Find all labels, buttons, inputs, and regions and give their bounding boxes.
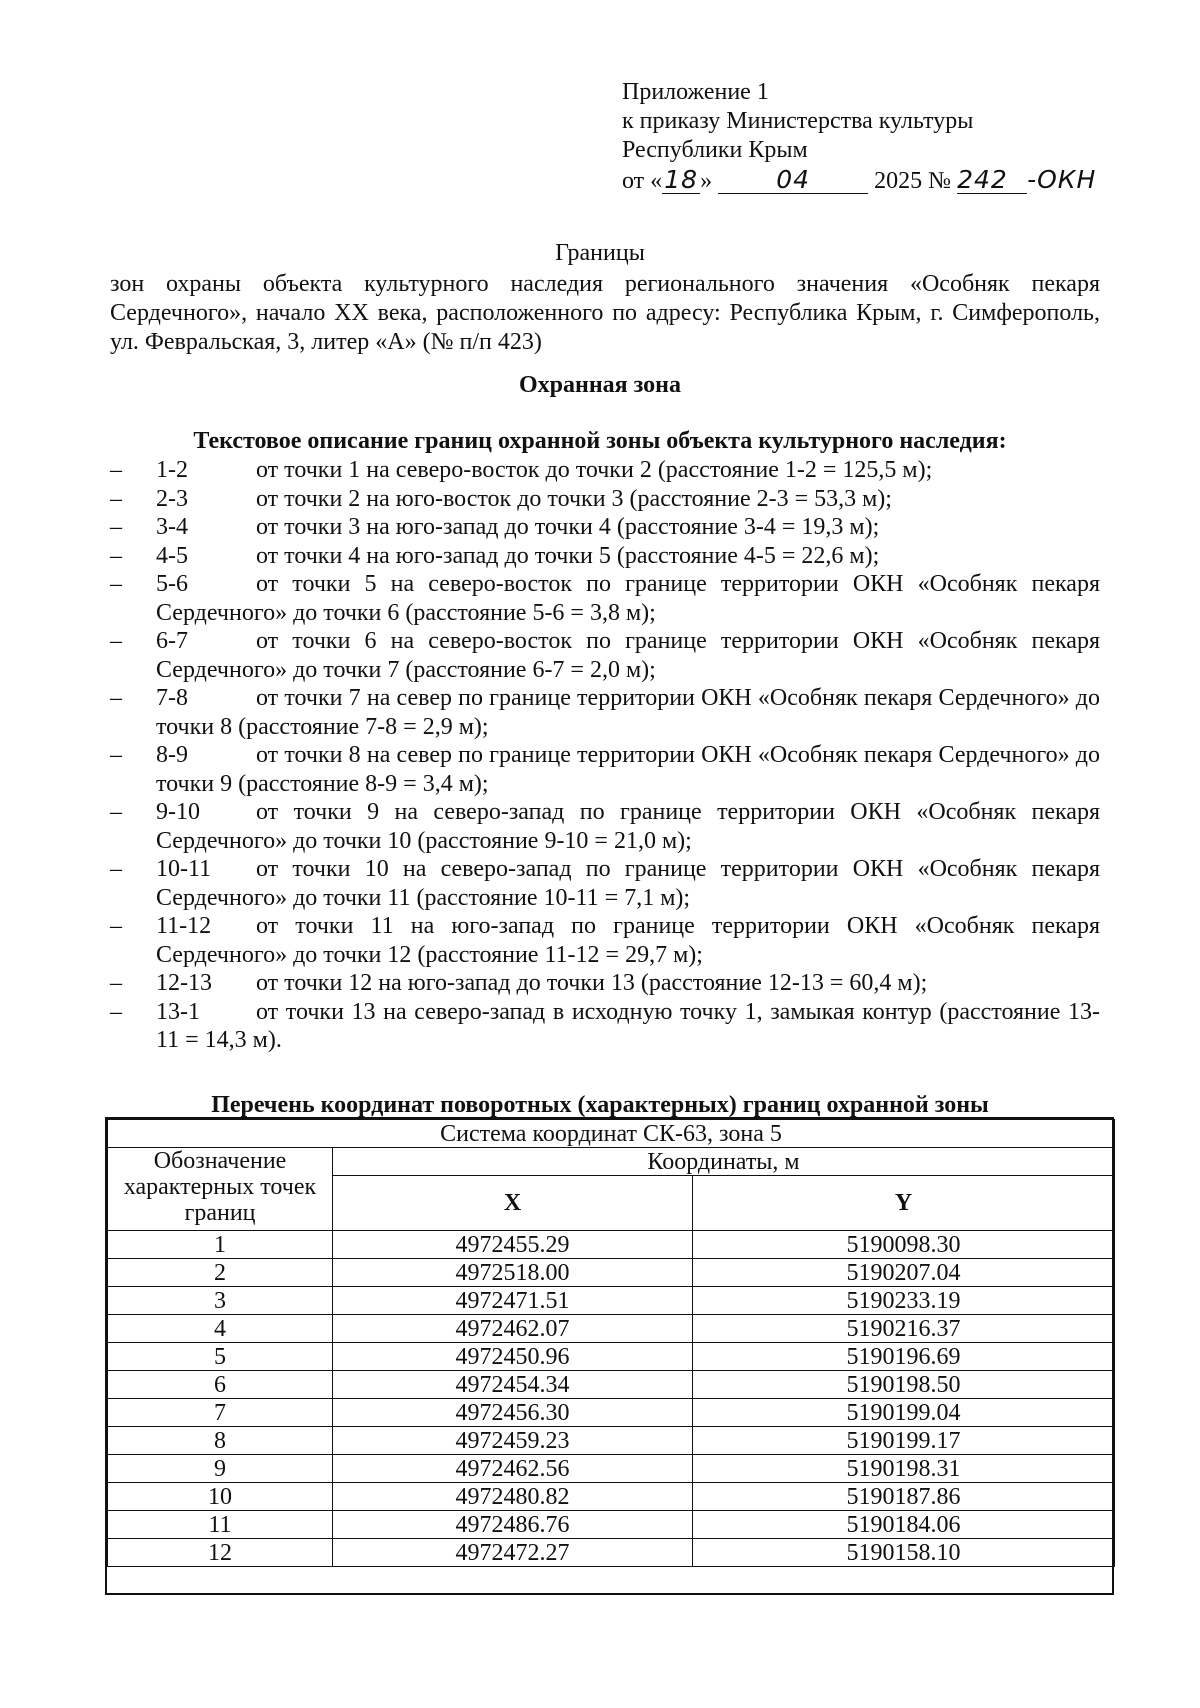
date-month-handwritten: 04: [776, 165, 811, 194]
list-dash: –: [110, 628, 122, 654]
point-cell: 4: [108, 1315, 333, 1343]
x-cell: 4972480.82: [333, 1483, 693, 1511]
point-cell: 3: [108, 1287, 333, 1315]
segment-item: [110, 456, 1100, 485]
segment-code: 3-4: [156, 514, 188, 540]
point-cell: 6: [108, 1371, 333, 1399]
coords-column-header: Координаты, м: [333, 1148, 1115, 1176]
table-row: [108, 1455, 1115, 1483]
list-dash: –: [110, 457, 122, 483]
segment-code: 2-3: [156, 485, 188, 512]
x-cell: 4972459.23: [333, 1427, 693, 1455]
segment-item: [110, 627, 1100, 684]
description-title: Текстовое описание границ охранной зоны объекта культурного наследия:: [193, 428, 1007, 454]
segment-text: от точки 3 на юго-запад до точки 4 (расстояние 3-4 = 19,3 м);: [256, 514, 880, 540]
x-column-header: X: [333, 1176, 693, 1231]
point-cell: 10: [108, 1483, 333, 1511]
segment-item: [110, 741, 1100, 798]
segment-code: 1-2: [156, 457, 188, 483]
table-row: [108, 1315, 1115, 1343]
segment-code: 5-6: [156, 571, 188, 597]
segment-code: 6-7: [156, 628, 188, 654]
segment-text: от точки 10 на северо-запад по границе территории ОКН «Особняк пекаря Сердечного» до точки 11 (расстояние 10-11 = 7,1 м);: [156, 856, 1100, 911]
y-cell: 5190098.30: [693, 1231, 1115, 1259]
segment-item: [110, 684, 1100, 741]
coordinates-table: [107, 1119, 1115, 1567]
date-month: [718, 165, 868, 194]
segment-item: [110, 513, 1100, 542]
date-day: [662, 165, 700, 194]
table-row: [108, 1427, 1115, 1455]
segment-text: от точки 8 на север по границе территории ОКН «Особняк пекаря Сердечного» до точки 9 (расстояние 8-9 = 3,4 м);: [156, 742, 1100, 797]
segment-text: от точки 6 на северо-восток по границе территории ОКН «Особняк пекаря Сердечного» до точки 7 (расстояние 6-7 = 2,0 м);: [156, 628, 1100, 683]
table-row: [108, 1287, 1115, 1315]
list-dash: –: [110, 856, 122, 882]
list-dash: –: [110, 998, 122, 1025]
table-row: [108, 1259, 1115, 1287]
appendix-line-3: Республики Крым: [622, 137, 808, 163]
list-dash: –: [110, 514, 122, 540]
y-cell: 5190196.69: [693, 1343, 1115, 1371]
table-title: Перечень координат поворотных (характерных) границ охранной зоны: [211, 1092, 989, 1118]
segment-text: от точки 1 на северо-восток до точки 2 (расстояние 1-2 = 125,5 м);: [256, 457, 933, 483]
segment-text: от точки 2 на юго-восток до точки 3 (расстояние 2-3 = 53,3 м);: [256, 485, 892, 512]
date-day-handwritten: 18: [664, 165, 699, 194]
y-cell: 5190207.04: [693, 1259, 1115, 1287]
y-cell: 5190184.06: [693, 1511, 1115, 1539]
segment-text: от точки 13 на северо-запад в исходную точку 1, замыкая контур (расстояние 13-11 = 14,3 м).: [156, 998, 1100, 1053]
appendix-line-1: Приложение 1: [622, 79, 769, 105]
segment-code: 9-10: [156, 799, 200, 825]
segment-item: [110, 485, 1100, 514]
segment-text: от точки 5 на северо-восток по границе территории ОКН «Особняк пекаря Сердечного» до точки 6 (расстояние 5-6 = 3,8 м);: [156, 571, 1100, 626]
segment-item: [110, 798, 1100, 855]
segment-item: [110, 969, 1100, 998]
table-row: [108, 1483, 1115, 1511]
segment-text: от точки 4 на юго-запад до точки 5 (расстояние 4-5 = 22,6 м);: [256, 542, 880, 569]
year-label: 2025 №: [874, 168, 952, 194]
table-row: [108, 1231, 1115, 1259]
table-header-row: [108, 1148, 1115, 1176]
list-dash: –: [110, 799, 122, 825]
list-dash: –: [110, 913, 122, 939]
date-mid: »: [700, 168, 713, 194]
table-system-row: [108, 1120, 1115, 1148]
list-dash: –: [110, 485, 122, 512]
point-cell: 11: [108, 1511, 333, 1539]
y-cell: 5190158.10: [693, 1539, 1115, 1567]
x-cell: 4972462.07: [333, 1315, 693, 1343]
y-cell: 5190198.31: [693, 1455, 1115, 1483]
y-cell: 5190216.37: [693, 1315, 1115, 1343]
table-row: [108, 1399, 1115, 1427]
order-number: [957, 165, 1027, 194]
table-row: [108, 1343, 1115, 1371]
order-number-handwritten: 242: [957, 165, 1008, 194]
point-cell: 8: [108, 1427, 333, 1455]
list-dash: –: [110, 685, 122, 711]
segment-text: от точки 7 на север по границе территории ОКН «Особняк пекаря Сердечного» до точки 8 (расстояние 7-8 = 2,9 м);: [156, 685, 1100, 740]
segment-code: 7-8: [156, 685, 188, 711]
document-subtitle: зон охраны объекта культурного наследия регионального значения «Особняк пекаря Сердечного», начало XX века, расположенного по адресу: Республика Крым, г. Симферополь, ул. Февральская, 3, литер «А» (№ п/п 423): [110, 271, 1100, 355]
appendix-header: [622, 78, 1096, 196]
x-cell: 4972454.34: [333, 1371, 693, 1399]
x-cell: 4972486.76: [333, 1511, 693, 1539]
segment-code: 12-13: [156, 970, 212, 996]
table-row: [108, 1539, 1115, 1567]
list-dash: –: [110, 970, 122, 996]
segment-text: от точки 12 на юго-запад до точки 13 (расстояние 12-13 = 60,4 м);: [256, 970, 928, 996]
point-cell: 12: [108, 1539, 333, 1567]
segment-item: [110, 998, 1100, 1055]
point-column-header: Обозначение характерных точек границ: [108, 1148, 333, 1231]
segment-code: 4-5: [156, 542, 188, 569]
table-body: [108, 1231, 1115, 1567]
segment-code: 11-12: [156, 913, 212, 939]
point-cell: 2: [108, 1259, 333, 1287]
table-row: [108, 1371, 1115, 1399]
y-cell: 5190199.17: [693, 1427, 1115, 1455]
segment-list: [110, 456, 1100, 1055]
x-cell: 4972518.00: [333, 1259, 693, 1287]
point-cell: 1: [108, 1231, 333, 1259]
list-dash: –: [110, 571, 122, 597]
segment-text: от точки 11 на юго-запад по границе территории ОКН «Особняк пекаря Сердечного» до точки 12 (расстояние 11-12 = 29,7 м);: [156, 913, 1100, 968]
segment-item: [110, 542, 1100, 571]
order-suffix: -ОКН: [1027, 165, 1097, 194]
segment-item: [110, 912, 1100, 969]
y-column-header: Y: [693, 1176, 1115, 1231]
list-dash: –: [110, 542, 122, 569]
x-cell: 4972450.96: [333, 1343, 693, 1371]
point-cell: 5: [108, 1343, 333, 1371]
document-title: Границы: [555, 240, 645, 266]
segment-item: [110, 570, 1100, 627]
segment-text: от точки 9 на северо-запад по границе территории ОКН «Особняк пекаря Сердечного» до точки 10 (расстояние 9-10 = 21,0 м);: [156, 799, 1100, 854]
appendix-date-line: [622, 165, 1096, 196]
list-dash: –: [110, 742, 122, 768]
segment-code: 10-11: [156, 856, 212, 882]
y-cell: 5190233.19: [693, 1287, 1115, 1315]
coordinate-system-cell: Система координат СК-63, зона 5: [108, 1120, 1115, 1148]
y-cell: 5190187.86: [693, 1483, 1115, 1511]
x-cell: 4972456.30: [333, 1399, 693, 1427]
date-prefix: от «: [622, 168, 663, 194]
section-title: Охранная зона: [519, 372, 681, 398]
point-cell: 9: [108, 1455, 333, 1483]
x-cell: 4972455.29: [333, 1231, 693, 1259]
segment-item: [110, 855, 1100, 912]
x-cell: 4972471.51: [333, 1287, 693, 1315]
table-row: [108, 1511, 1115, 1539]
y-cell: 5190199.04: [693, 1399, 1115, 1427]
x-cell: 4972462.56: [333, 1455, 693, 1483]
segment-code: 13-1: [156, 998, 200, 1025]
appendix-line-2: к приказу Министерства культуры: [622, 108, 974, 134]
segment-code: 8-9: [156, 742, 188, 768]
y-cell: 5190198.50: [693, 1371, 1115, 1399]
x-cell: 4972472.27: [333, 1539, 693, 1567]
point-cell: 7: [108, 1399, 333, 1427]
